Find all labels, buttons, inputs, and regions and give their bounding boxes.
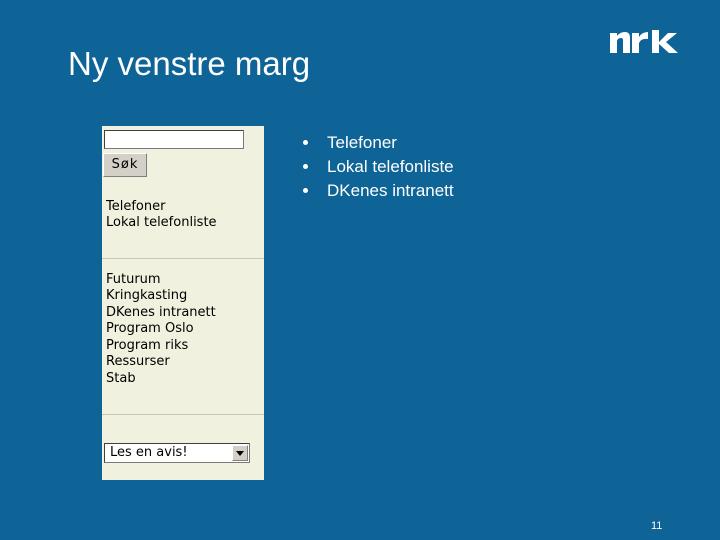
link-kringkasting[interactable]: Kringkasting xyxy=(106,288,188,303)
newspaper-select[interactable] xyxy=(104,443,250,463)
divider xyxy=(102,258,264,259)
nrk-logo xyxy=(610,30,686,56)
link-dkenes-intranett[interactable]: DKenes intranett xyxy=(106,305,216,320)
bullet-icon xyxy=(303,140,308,145)
link-stab[interactable]: Stab xyxy=(106,371,136,386)
link-ressurser[interactable]: Ressurser xyxy=(106,354,170,369)
divider xyxy=(102,414,264,415)
link-lokal-telefonliste[interactable]: Lokal telefonliste xyxy=(106,215,217,230)
link-telefoner[interactable]: Telefoner xyxy=(106,199,166,214)
newspaper-select-value: Les en avis! xyxy=(110,445,188,460)
left-margin-menu xyxy=(102,126,264,480)
bullet-icon xyxy=(303,188,308,193)
link-program-riks[interactable]: Program riks xyxy=(106,338,189,353)
search-button[interactable]: Søk xyxy=(103,153,147,177)
chevron-down-icon[interactable] xyxy=(232,445,248,461)
page-number: 11 xyxy=(651,520,663,532)
search-input[interactable] xyxy=(104,130,244,149)
link-futurum[interactable]: Futurum xyxy=(106,272,161,287)
bullet-icon xyxy=(303,164,308,169)
link-program-oslo[interactable]: Program Oslo xyxy=(106,321,194,336)
slide-title: Ny venstre marg xyxy=(68,45,311,82)
